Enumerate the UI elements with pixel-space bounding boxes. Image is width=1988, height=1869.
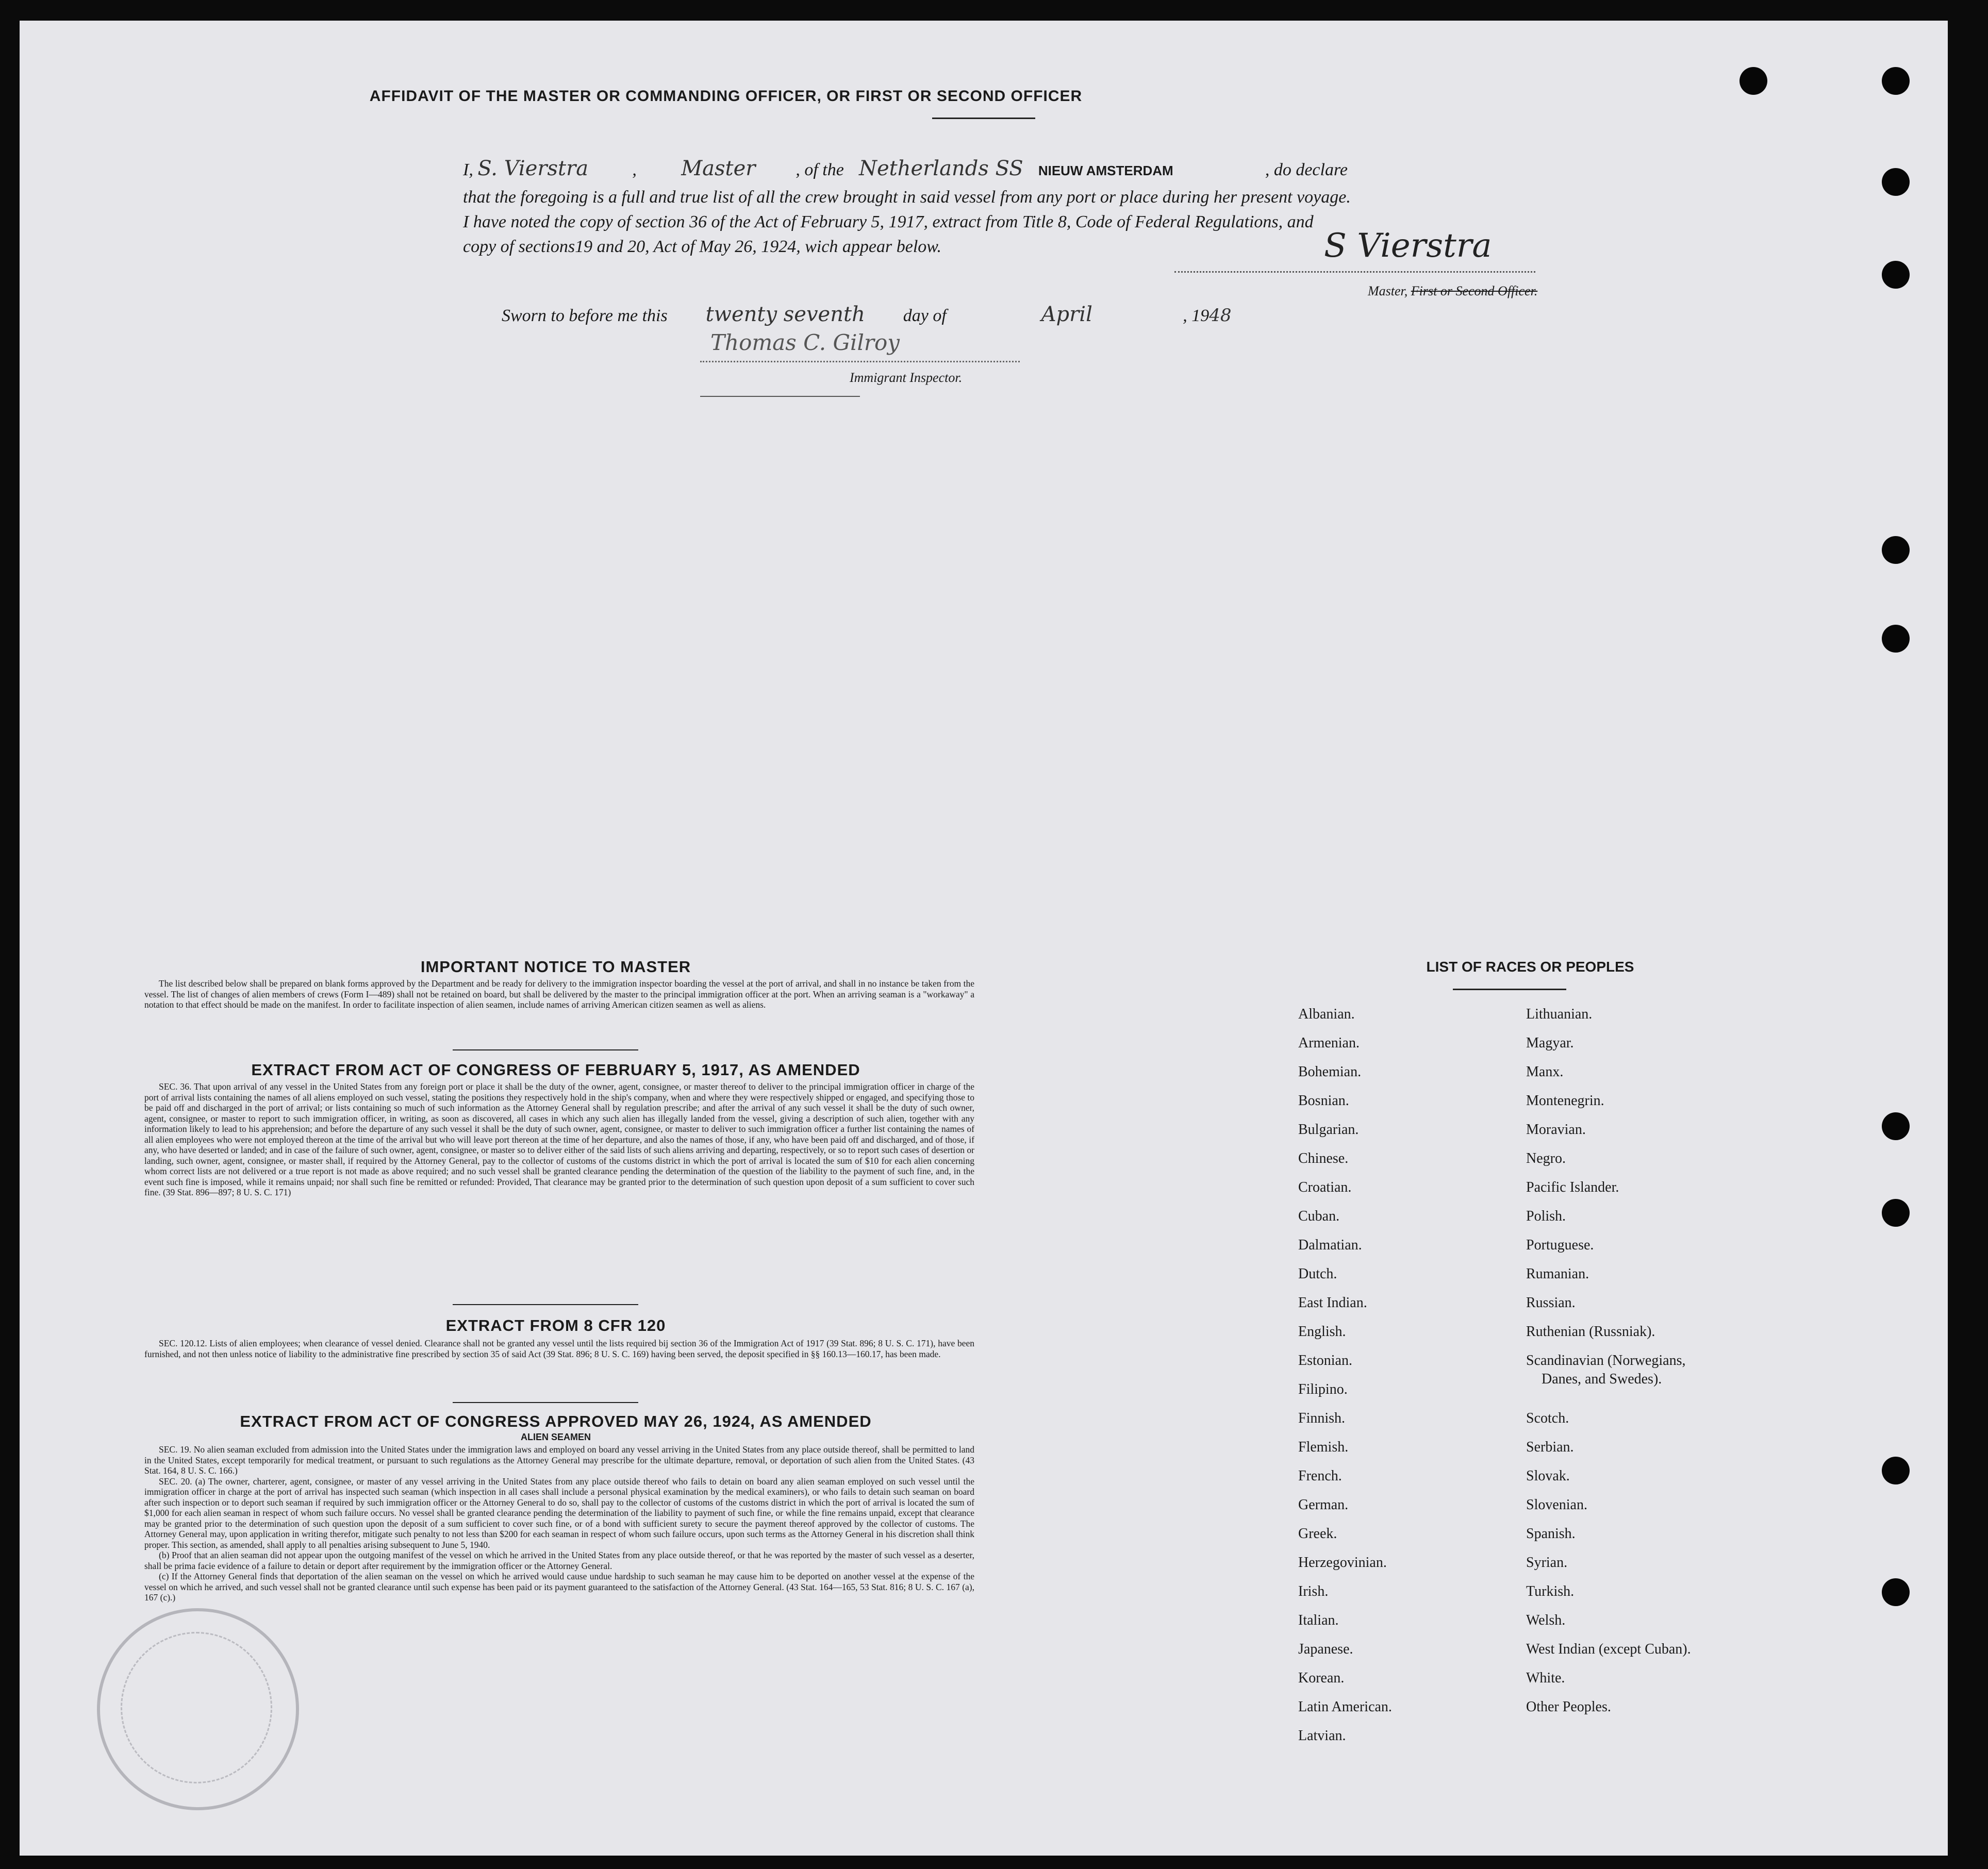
struck-officer-label: First or Second Officer. — [1411, 283, 1538, 298]
race-item: West Indian (except Cuban). — [1526, 1641, 1691, 1657]
extract-cfr-body — [144, 1338, 974, 1359]
race-item: Japanese. — [1298, 1641, 1353, 1657]
notice-text: The list described below shall be prepared on blank forms approved by the Department and be ready for delivery to the immigration inspector boarding the vessel at the port of arrival, and shall in no instance be taken from the vessel. The list of changes of alien members of crews (Form I—489) shall not be retained on board, but shall be delivered by the master to the principal immigration officer at the port. When an arriving seaman is a "workaway" a notation to that effect should be made on the manifest. In order to facilitate inspection of alien seamen, include names of arriving American citizen seamen as well as aliens. — [144, 978, 974, 1010]
race-item: Albanian. — [1298, 1006, 1355, 1022]
sworn-day-of: day of — [903, 306, 947, 325]
race-item: Latvian. — [1298, 1728, 1346, 1744]
races-left-column — [1298, 1006, 1515, 1754]
affidavit-title: AFFIDAVIT OF THE MASTER OR COMMANDING OFFICER, OR FIRST OR SECOND OFFICER — [369, 88, 1083, 105]
races-rule — [1453, 989, 1566, 990]
race-item: Russian. — [1526, 1295, 1576, 1311]
race-item: German. — [1298, 1497, 1349, 1513]
race-item: Croatian. — [1298, 1179, 1352, 1195]
sworn-month: April — [1041, 303, 1092, 326]
race-item: Other Peoples. — [1526, 1699, 1611, 1715]
race-item: Danes, and Swedes). — [1542, 1371, 1662, 1387]
master-title — [1368, 278, 1553, 304]
extract-cfr-text: SEC. 120.12. Lists of alien employees; when clearance of vessel denied. Clearance shall not be granted any vessel until the lists required bij section 36 of the Immigration Act of 1917 (39 Stat. 896; 8 U. S. C. 171), have been furnished, and not then unless notice of liability to the administrative fine prescribed by section 35 of said Act (39 Stat. 896; 8 U. S. C. 169) having been served, the deposit specified in §§ 160.13—160.17, has been made. — [144, 1338, 974, 1359]
extract-1917-text: SEC. 36. That upon arrival of any vessel in the United States from any foreign port or place it shall be the duty of the owner, agent, consignee, or master thereof to deliver to the principal immigration officer in charge of the port of arrival lists containing the names of all aliens employed on such vessel, stating the positions they respectively hold in the ship's company, when and where they were respectively shipped or engaged, and specifying those to be paid off and discharged in the port of arrival; or lists containing so much of such information as the Attorney General shall by regulation prescribe; and after the arrival of any such vessel it shall be the duty of such owner, agent, consignee, or master to report to such immigration officer, in writing, as soon as discovered, all cases in which any such alien has illegally landed from the vessel, giving a description of such alien, together with any information likely to lead to his apprehension; and before the departure of any such vessel it shall be the duty of such owner, agent, consignee, or master to deliver to such immigration officer a further list containing the names of all alien employees who were not employed thereon at the time of the arrival but who will leave port thereon at the time of her departure, and also the names of those, if any, who have been paid off and discharged, and of those, if any, who have deserted or landed; and in case of the failure of such owner, agent, consignee, or master so to deliver either of the said lists of such aliens arriving and departing, respectively, or so to report such cases of desertion or landing, such owner, agent, consignee, or master shall, if required by the Attorney General, pay to the collector of customs of the customs district in which the port of arrival is located the sum of $10 for each alien concerning whom correct lists are not delivered or a true report is not made as above required; and no such vessel shall be granted clearance pending the determination of the question of the liability to the payment of such fine, and, in the event such fine is imposed, while it remains unpaid; nor shall such fine be remitted or refunded: Provided, That clearance may be granted prior to the determination of such question upon deposit of a sum sufficient to cover such fine. (39 Stat. 896—897; 8 U. S. C. 171) — [144, 1081, 974, 1197]
races-right-column — [1526, 1006, 1804, 1738]
race-item: Irish. — [1298, 1583, 1329, 1599]
race-item: Slovak. — [1526, 1468, 1570, 1484]
race-item: Magyar. — [1526, 1035, 1574, 1051]
race-item: White. — [1526, 1670, 1565, 1686]
rule-2 — [453, 1304, 638, 1305]
affidavit-line-1 — [463, 156, 1556, 183]
race-item: Bosnian. — [1298, 1093, 1349, 1109]
race-item: Cuban. — [1298, 1208, 1340, 1224]
race-item: East Indian. — [1298, 1295, 1367, 1311]
extract-1924-sec20b: (b) Proof that an alien seaman did not appear upon the outgoing manifest of the vessel on which he arrived in the United States from any place outside thereof, or that he was reported by the master of such vessel as a deserter, shall be prima facie evidence of a failure to detain or deport after requirement by the immigration officer or the Attorney General. — [144, 1550, 974, 1571]
punch-hole — [1882, 1112, 1910, 1140]
race-item: Filipino. — [1298, 1381, 1348, 1397]
alien-seamen-subheading: ALIEN SEAMEN — [520, 1432, 591, 1442]
race-item: French. — [1298, 1468, 1342, 1484]
punch-hole — [1882, 536, 1910, 564]
extract-1917-heading: EXTRACT FROM ACT OF CONGRESS OF FEBRUARY 5, 1917, AS AMENDED — [251, 1061, 860, 1079]
affidavit-i: I, — [463, 160, 473, 179]
stamp-seal — [97, 1608, 299, 1810]
extract-1917-body — [144, 1081, 974, 1198]
punch-hole — [1882, 1578, 1910, 1606]
race-item: Bulgarian. — [1298, 1122, 1359, 1138]
race-item: Pacific Islander. — [1526, 1179, 1619, 1195]
race-item: Turkish. — [1526, 1583, 1575, 1599]
rule-1 — [453, 1049, 638, 1050]
inspector-underline — [700, 396, 860, 397]
race-item: Italian. — [1298, 1612, 1339, 1628]
punch-hole — [1882, 625, 1910, 653]
race-item: Estonian. — [1298, 1353, 1352, 1369]
master-signature-block — [1154, 227, 1566, 299]
master-signature: S Vierstra — [1324, 227, 1492, 265]
punch-hole — [1882, 67, 1910, 95]
punch-hole — [1882, 168, 1910, 196]
race-item: Chinese. — [1298, 1150, 1349, 1166]
race-item: Negro. — [1526, 1150, 1566, 1166]
document-page — [20, 21, 1948, 1856]
race-item: Montenegrin. — [1526, 1093, 1604, 1109]
race-item: Herzegovinian. — [1298, 1555, 1387, 1571]
extract-1924-heading: EXTRACT FROM ACT OF CONGRESS APPROVED MAY 26, 1924, AS AMENDED — [240, 1412, 872, 1430]
extract-1924-sec20a: SEC. 20. (a) The owner, charterer, agent, consignee, or master of any vessel arriving in the United States from any place outside thereof who fails to detain on board any alien seaman employed on such vessel until the immigration officer in charge at the port of arrival has inspected such seaman (which inspection in all cases shall include a personal physical examination by the medical examiners), or who fails to detain such seaman on board after such inspection or to deport such seaman if required by such immigration officer or the Attorney General to do so, shall pay to the collector of customs of the customs district in which the port of arrival is located the sum of $1,000 for each alien seaman in respect of whom such failure occurs. No vessel shall be granted clearance pending the determination of the liability to payment of such fine, or while the fine remains unpaid, except that clearance may be granted prior to the determination of such question upon the deposit of a sum sufficient to cover such fine, or of a bond with sufficient surety to secure the payment thereof approved by the collector of customs. The Attorney General may, upon application in writing therefor, mitigate such penalty to not less than $200 for each seaman in respect of whom such failure occurs, upon such terms as the Attorney General in his discretion shall think proper. This section, as amended, shall apply to all penalties arising subsequent to June 5, 1940. — [144, 1476, 974, 1550]
race-item: Dutch. — [1298, 1266, 1337, 1282]
race-item: Greek. — [1298, 1526, 1337, 1542]
punch-hole — [1882, 1457, 1910, 1484]
affidavit-line-2: that the foregoing is a full and true list of all the crew brought in said vessel from any port or place during her present voyage. — [463, 188, 1351, 207]
affidavit-do-declare: , do declare — [1265, 160, 1348, 179]
punch-hole — [1882, 261, 1910, 289]
vessel-name: NIEUW AMSTERDAM — [1038, 163, 1173, 178]
race-item: Armenian. — [1298, 1035, 1360, 1051]
race-item: Syrian. — [1526, 1555, 1568, 1571]
vessel-nationality: Netherlands SS — [858, 157, 1023, 180]
sworn-year: 48 — [1209, 305, 1232, 326]
punch-hole — [1882, 1199, 1910, 1227]
extract-cfr-heading: EXTRACT FROM 8 CFR 120 — [445, 1316, 666, 1334]
inspector-line — [700, 361, 1020, 362]
race-item: Latin American. — [1298, 1699, 1392, 1715]
sworn-day: twenty seventh — [705, 303, 865, 326]
inspector-label: Immigrant Inspector. — [850, 370, 963, 385]
race-item: Polish. — [1526, 1208, 1566, 1224]
notice-body — [144, 978, 974, 1010]
race-item: Flemish. — [1298, 1439, 1349, 1455]
affidavit-line-3: I have noted the copy of section 36 of the Act of February 5, 1917, extract from Title 8, Code of Federal Regulations, and — [463, 212, 1314, 231]
race-item: Welsh. — [1526, 1612, 1566, 1628]
race-item: Serbian. — [1526, 1439, 1574, 1455]
extract-1924-sec19: SEC. 19. No alien seaman excluded from admission into the United States under the immigration laws and employed on board any vessel arriving in the United States from any place outside thereof, shall be permitted to land in the United States, except temporarily for medical treatment, or pursuant to such regulations as the Attorney General may prescribe for the ultimate departure, removal, or deportation of such alien from the United States. (43 Stat. 164, 8 U. S. C. 166.) — [144, 1444, 974, 1476]
races-heading: LIST OF RACES OR PEOPLES — [1426, 959, 1634, 975]
race-item: Slovenian. — [1526, 1497, 1587, 1513]
stamp-seal-inner — [121, 1632, 272, 1783]
sworn-prefix: Sworn to before me this — [502, 306, 668, 325]
rule-3 — [453, 1402, 638, 1403]
race-item: Manx. — [1526, 1064, 1564, 1080]
race-item: Finnish. — [1298, 1410, 1346, 1426]
race-item: Portuguese. — [1526, 1237, 1594, 1253]
sworn-line — [502, 302, 1327, 329]
affidavit-comma: , — [632, 160, 637, 179]
master-rank: Master — [681, 157, 756, 180]
title-rule — [932, 118, 1035, 119]
sworn-year-prefix: , 19 — [1183, 306, 1210, 325]
signature-line — [1174, 271, 1535, 273]
race-item: Lithuanian. — [1526, 1006, 1593, 1022]
race-item: Korean. — [1298, 1670, 1345, 1686]
race-item: Ruthenian (Russniak). — [1526, 1324, 1655, 1340]
master-name: S. Vierstra — [477, 157, 589, 180]
race-item: Moravian. — [1526, 1122, 1586, 1138]
extract-1924-sec20c: (c) If the Attorney General finds that deportation of the alien seaman on the vessel on which he arrived would cause undue hardship to such seaman he may cause him to be deported on another vessel at the expense of the vessel on which he arrived, and such vessel shall not be granted clearance until such expense has been paid or its payment guaranteed to the satisfaction of the Attorney General. (43 Stat. 164—165, 53 Stat. 816; 8 U. S. C. 167 (a), 167 (c).) — [144, 1571, 974, 1603]
race-item: English. — [1298, 1324, 1346, 1340]
notice-heading: IMPORTANT NOTICE TO MASTER — [420, 958, 691, 976]
race-item: Dalmatian. — [1298, 1237, 1362, 1253]
race-item: Spanish. — [1526, 1526, 1576, 1542]
race-item: Rumanian. — [1526, 1266, 1589, 1282]
race-item: Scotch. — [1526, 1410, 1569, 1426]
affidavit-of-the: , of the — [796, 160, 844, 179]
master-label: Master, — [1368, 283, 1408, 298]
inspector-signature: Thomas C. Gilroy — [710, 330, 900, 355]
punch-hole — [1739, 67, 1767, 95]
affidavit-line-4: copy of sections19 and 20, Act of May 26, 1924, wich appear below. — [463, 237, 941, 256]
race-item: Scandinavian (Norwegians, — [1526, 1353, 1686, 1369]
race-item: Bohemian. — [1298, 1064, 1362, 1080]
extract-1924-body — [144, 1444, 974, 1603]
